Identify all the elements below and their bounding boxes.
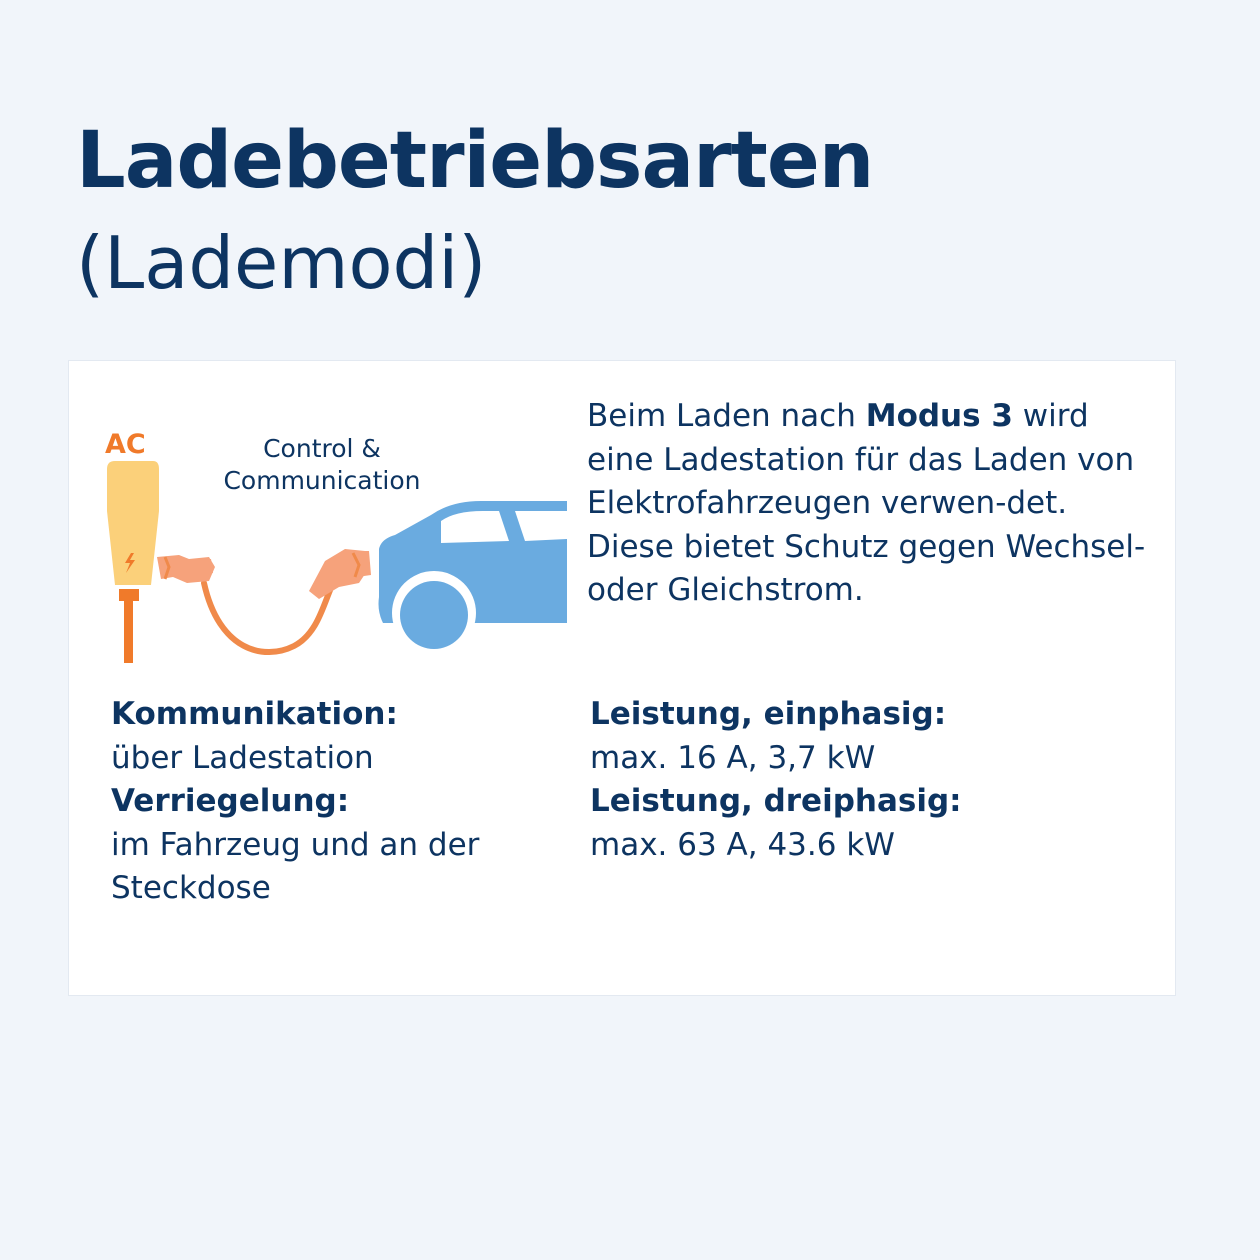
intro-text [587, 395, 1157, 613]
cable-label-line1: Control & [263, 434, 381, 463]
charging-illustration [69, 361, 569, 681]
plug-icon [157, 555, 215, 583]
car-icon [379, 501, 568, 655]
verriegelung-label: Verriegelung: [111, 783, 350, 819]
intro-after: wird eine Ladestation für das Laden von Elektrofahrzeugen verwen-det. Diese bietet Schutz gegen Wechsel- oder Gleichstrom. [587, 398, 1146, 608]
charging-station-icon [105, 429, 159, 663]
page-subtitle: (Lademodi) [76, 221, 487, 305]
spec-right [590, 693, 1150, 867]
intro-before: Beim Laden nach [587, 398, 866, 434]
intro-bold: Modus 3 [865, 398, 1013, 434]
info-card [68, 360, 1176, 996]
kommunikation-value: über Ladestation [111, 739, 374, 776]
station-label: AC [105, 429, 146, 460]
cable-label-line2: Communication [223, 466, 421, 495]
spec-left [111, 693, 551, 911]
dreiphasig-value: max. 63 A, 43.6 kW [590, 826, 895, 863]
einphasig-label: Leistung, einphasig: [590, 696, 947, 732]
einphasig-value: max. 16 A, 3,7 kW [590, 739, 876, 776]
car-plug-icon [309, 549, 371, 599]
kommunikation-label: Kommunikation: [111, 696, 398, 732]
page-title: Ladebetriebsarten [76, 116, 874, 206]
dreiphasig-label: Leistung, dreiphasig: [590, 783, 962, 819]
verriegelung-value: im Fahrzeug und an der Steckdose [111, 826, 480, 906]
